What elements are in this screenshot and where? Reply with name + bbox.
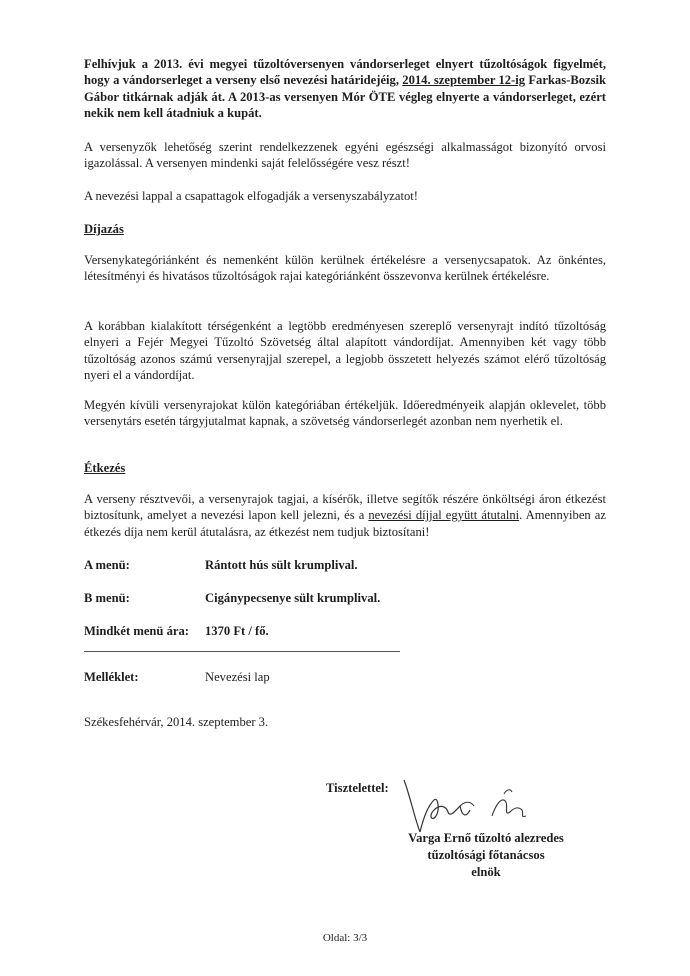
etkezes-paragraph [84, 491, 606, 540]
signatory-title: tűzoltósági főtanácsos [427, 848, 545, 862]
handwritten-signature [400, 776, 580, 836]
menu-label: Mindkét menü ára: [84, 624, 189, 638]
attachment-row [84, 669, 606, 686]
menu-row-price [84, 623, 606, 640]
intro-text-1: Felhívjuk a 2013. évi megyei tűzoltóversenyen vándorserleget elnyert tűzoltóságok figyelmét, hogy a vándorserleget a verseny első nevezési határidejéig, [84, 57, 606, 88]
menu-label: A menü: [84, 558, 130, 572]
health-paragraph: A versenyzők lehetőség szerint rendelkezzenek egyéni egészségi alkalmasságot bizonyító orvosi igazolással. A versenyen mindenki saját felelősségére vesz részt! [84, 140, 606, 171]
intro-text-2: Farkas-Bozsik Gábor titkárnak adják át. A 2013-as versenyen Mór ÖTE végleg elnyerte a vándorserleget, ezért nekik nem kell átadniuk a kupát. [84, 73, 607, 120]
intro-paragraph [84, 56, 606, 121]
etkezes-text-2: . Amennyiben az étkezés díja nem kerül átutalásra, az étkezést nem tudjuk biztosítani! [84, 508, 606, 539]
etkezes-underlined: nevezési díjjal együtt átutalni [368, 508, 520, 523]
dijazas-paragraph-1: Versenykategóriánként és nemenként külön kerülnek értékelésre a versenycsapatok. Az önkéntes, létesítményi és hivatásos tűzoltóságok rajai kategóriánként összevonva kerülnek értékelésre. [84, 253, 606, 284]
dijazas-paragraph-2: A korábban kialakított térségenként a legtöbb eredményesen szereplő versenyrajt indító tűzoltóság elnyeri a Fejér Megyei Tűzoltó Szövetség által alapított vándordíjat. Amennyiben két vagy több tűzoltóság azonos számú versenyrajjal szerepel, a legjobb összetett helyezés számot elérő tűzoltóság nyeri el a vándordíjat. [84, 319, 606, 382]
menu-value: Cigánypecsenye sült krumplival. [205, 591, 381, 605]
dijazas-heading: Díjazás [84, 222, 124, 236]
place-date: Székesfehérvár, 2014. szeptember 3. [84, 715, 269, 729]
etkezes-heading: Étkezés [84, 461, 126, 475]
attachment-label: Melléklet: [84, 670, 139, 684]
signatory-role: elnök [471, 865, 501, 879]
menu-value: Rántott hús sült krumplival. [205, 558, 358, 572]
divider-line [84, 651, 400, 652]
page-number: Oldal: 3/3 [322, 932, 368, 944]
intro-deadline: 2014. szeptember 12-ig [402, 73, 526, 88]
etkezes-text-1: A verseny résztvevői, a versenyrajok tagjai, a kísérők, illetve segítők részére önköltségi áron étkezést biztosítunk, amelyet a nevezési lapon kell jelezni, és a [84, 492, 606, 523]
menu-value: 1370 Ft / fő. [205, 624, 269, 638]
menu-row-b [84, 590, 606, 607]
dijazas-paragraph-3: Megyén kívüli versenyrajokat külön kategóriában értékeljük. Időeredményeik alapján oklevelet, több versenytárs esetén tárgyjutalmat kapnak, a szövetség vándorserlegét azonban nem nyerhetik el. [84, 398, 606, 429]
menu-label: B menü: [84, 591, 130, 605]
greeting: Tisztelettel: [326, 781, 389, 795]
menu-row-a [84, 557, 606, 574]
signatory-name: Varga Ernő tűzoltó alezredes [408, 831, 564, 845]
attachment-value: Nevezési lap [205, 670, 270, 684]
rules-paragraph: A nevezési lappal a csapattagok elfogadják a versenyszabályzatot! [84, 189, 418, 203]
signatory-block [386, 830, 586, 881]
